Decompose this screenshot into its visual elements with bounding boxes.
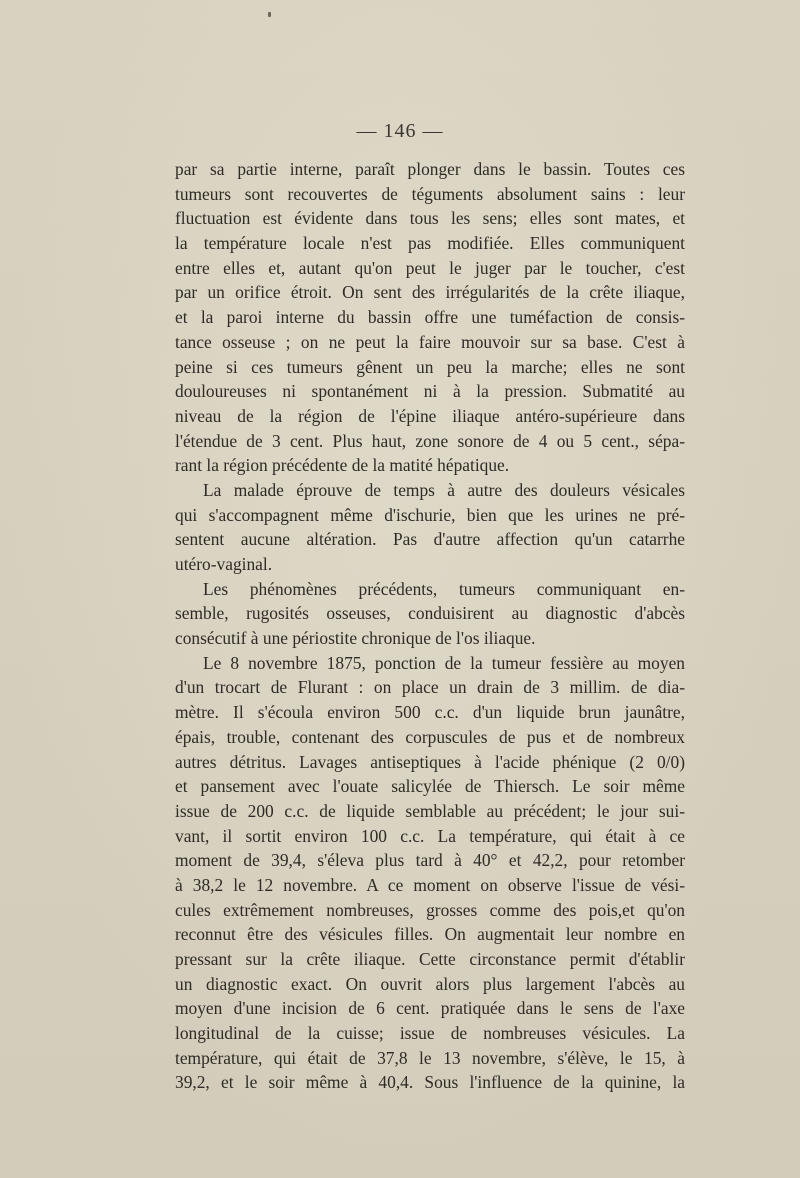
text-line: peine si ces tumeurs gênent un peu la marche; elles ne sont [175,356,685,377]
text-line: sentent aucune altération. Pas d'autre affection qu'un catarrhe [175,529,685,550]
text-line: entre elles et, autant qu'on peut le juger par le toucher, c'est [175,257,685,278]
text-line: par un orifice étroit. On sent des irrégularités de la crête iliaque, [175,282,685,303]
text-line: 39,2, et le soir même à 40,4. Sous l'influence de la quinine, la [175,1072,685,1093]
text-line: fluctuation est évidente dans tous les sens; elles sont mates, et [175,208,685,229]
text-line: vant, il sortit environ 100 c.c. La température, qui était à ce [175,825,685,846]
text-line: cules extrêmement nombreuses, grosses comme des pois,et qu'on [175,899,685,920]
text-line: longitudinal de la cuisse; issue de nombreuses vésicules. La [175,1023,685,1044]
text-line: mètre. Il s'écoula environ 500 c.c. d'un liquide brun jaunâtre, [175,702,685,723]
text-line: douloureuses ni spontanément ni à la pression. Submatité au [175,381,685,402]
paragraph-first-line: Les phénomènes précédents, tumeurs communiquant en- [203,578,685,599]
text-line: semble, rugosités osseuses, conduisirent au diagnostic d'abcès [175,603,685,624]
text-line: la température locale n'est pas modifiée. Elles communiquent [175,233,685,254]
text-line: un diagnostic exact. On ouvrit alors plus largement l'abcès au [175,973,685,994]
text-line: issue de 200 c.c. de liquide semblable au précédent; le jour sui- [175,800,685,821]
paragraph-first-line: La malade éprouve de temps à autre des douleurs vésicales [203,479,685,500]
text-line: consécutif à une périostite chronique de l'os iliaque. [175,628,536,649]
text-line: tumeurs sont recouvertes de téguments absolument sains : leur [175,183,685,204]
text-line: utéro-vaginal. [175,554,273,574]
text-line: par sa partie interne, paraît plonger dans le bassin. Toutes ces [175,159,685,179]
page-number: — 146 — [356,120,444,142]
text-line: moment de 39,4, s'éleva plus tard à 40° et 42,2, pour retomber [175,850,685,871]
text-line: température, qui était de 37,8 le 13 novembre, s'élève, le 15, à [175,1047,685,1068]
body-text [175,157,685,1095]
text-line: et pansement avec l'ouate salicylée de Thiersch. Le soir même [175,776,685,797]
text-line: niveau de la région de l'épine iliaque antéro-supérieure dans [175,405,685,426]
text-line: pressant sur la crête iliaque. Cette circonstance permit d'établir [175,949,685,969]
text-line: tance osseuse ; on ne peut la faire mouvoir sur sa base. C'est à [175,331,685,352]
text-line: qui s'accompagnent même d'ischurie, bien que les urines ne pré- [175,504,685,525]
ink-speck [268,12,271,17]
text-line: et la paroi interne du bassin offre une tuméfaction de consis- [175,307,685,328]
text-line: autres détritus. Lavages antiseptiques à l'acide phénique (2 0/0) [175,751,685,772]
text-line: à 38,2 le 12 novembre. A ce moment on observe l'issue de vési- [175,874,685,895]
text-line: d'un trocart de Flurant : on place un drain de 3 millim. de dia- [175,677,685,698]
text-line: l'étendue de 3 cent. Plus haut, zone sonore de 4 ou 5 cent., sépa- [175,430,685,451]
paragraph-first-line: Le 8 novembre 1875, ponction de la tumeur fessière au moyen [203,652,685,673]
text-line: rant la région précédente de la matité hépatique. [175,455,510,476]
text-line: moyen d'une incision de 6 cent. pratiquée dans le sens de l'axe [175,998,685,1019]
text-line: reconnut être des vésicules filles. On augmentait leur nombre en [175,924,685,945]
text-line: épais, trouble, contenant des corpuscules de pus et de nombreux [175,726,685,747]
